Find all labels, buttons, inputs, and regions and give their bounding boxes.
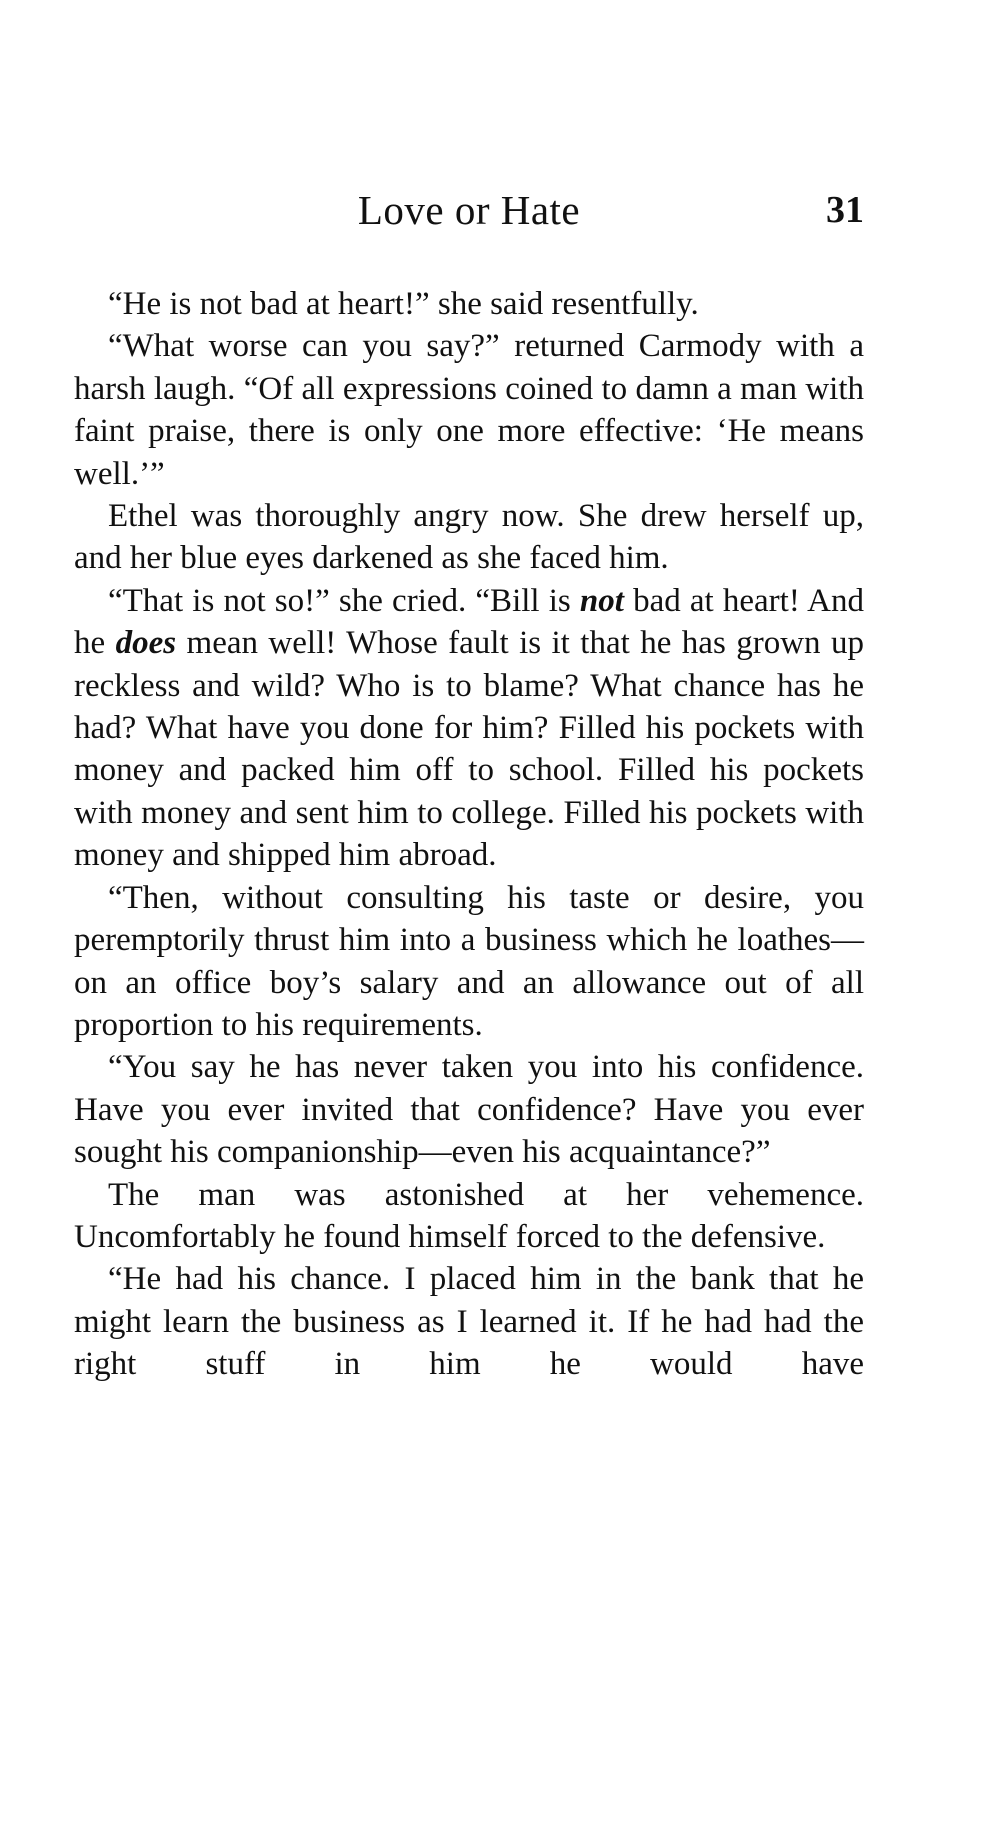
running-head (74, 186, 864, 246)
paragraph: “What worse can you say?” returned Carmody with a harsh laugh. “Of all expressions coined to damn a man with faint praise, there is only one more effective: ‘He means well.’” (74, 328, 864, 492)
paragraph (74, 580, 864, 877)
paragraph-text: “That is not so!” she cried. “Bill is (108, 582, 580, 619)
page-number: 31 (826, 189, 864, 231)
paragraph-text: bad at heart! And he (74, 582, 864, 662)
paragraph: “He is not bad at heart!” she said resentfully. (108, 286, 699, 322)
paragraph: Ethel was thoroughly angry now. She drew herself up, and her blue eyes darkened as she faced him. (74, 498, 864, 577)
paragraph-text: mean well! Whose fault is it that he has grown up reckless and wild? Who is to blame? What chance has he had? What have you done for him? Filled his pockets with money and packed him off to school. Filled his pockets with money and sent him to college. Filled his pockets with money and shipped him abroad. (74, 625, 864, 874)
paragraph: “You say he has never taken you into his confidence. Have you ever invited that confidence? Have you ever sought his companionship—even his acquaintance?” (74, 1049, 864, 1171)
paragraph: The man was astonished at her vehemence. Uncomfortably he found himself forced to the defensive. (74, 1176, 864, 1255)
emphasis-does: does (115, 625, 177, 662)
running-title: Love or Hate (357, 187, 581, 233)
emphasis-not: not (579, 582, 624, 619)
paragraph: “He had his chance. I placed him in the bank that he might learn the business as I learned it. If he had had the right stuff in him he would have (74, 1261, 864, 1383)
body-text (74, 283, 864, 1386)
paragraph: “Then, without consulting his taste or desire, you peremptorily thrust him into a business which he loathes—on an office boy’s salary and an allowance out of all proportion to his requirements. (74, 879, 864, 1043)
